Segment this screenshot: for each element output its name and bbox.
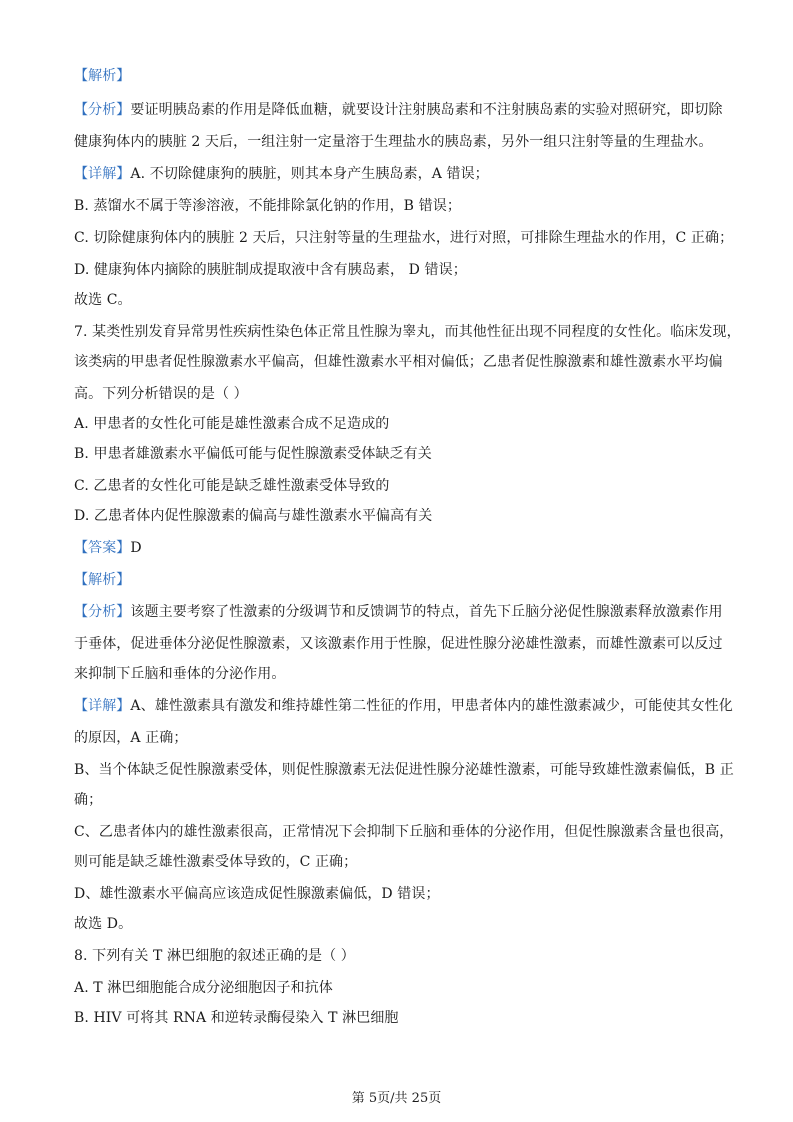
line-text: 健康狗体内的胰脏 2 天后，一组注射一定量溶于生理盐水的胰岛素，另外一组只注射等量的生理盐水。 xyxy=(74,134,713,150)
line-text: D xyxy=(130,540,142,556)
line-text: D. 乙患者体内促性腺激素的偏高与雄性激素水平偏高有关 xyxy=(74,508,433,524)
line-text: B. 蒸馏水不属于等渗溶液，不能排除氯化钠的作用，B 错误； xyxy=(74,198,461,214)
text-line xyxy=(74,228,733,248)
text-line xyxy=(74,914,733,934)
line-text: 则可能是缺乏雄性激素受体导致的，C 正确； xyxy=(74,854,358,870)
text-line xyxy=(74,100,733,120)
section-tag: 【详解】 xyxy=(74,698,131,714)
line-text: 故选 D。 xyxy=(74,916,133,932)
text-line xyxy=(74,66,733,86)
line-text: 7. 某类性别发育异常男性疾病性染色体正常且性腺为睾丸，而其他性征出现不同程度的女性化。临床发现， xyxy=(74,324,741,340)
section-tag: 【分析】 xyxy=(74,102,131,118)
text-line xyxy=(74,444,733,464)
section-tag: 【答案】 xyxy=(74,540,131,556)
line-text: 确； xyxy=(74,792,103,808)
text-line xyxy=(74,696,733,716)
section-tag: 【分析】 xyxy=(74,604,131,620)
line-text: B. 甲患者雄激素水平偏低可能与促性腺激素受体缺乏有关 xyxy=(74,446,432,462)
text-line xyxy=(74,978,733,998)
line-text: 来抑制下丘脑和垂体的分泌作用。 xyxy=(74,666,286,682)
line-text: 高。下列分析错误的是（ ） xyxy=(74,386,248,402)
text-line xyxy=(74,414,733,434)
line-text: A. 甲患者的女性化可能是雄性激素合成不足造成的 xyxy=(74,416,390,432)
line-text: A. 不切除健康狗的胰脏，则其本身产生胰岛素，A 错误； xyxy=(130,166,489,182)
text-line xyxy=(74,790,733,810)
line-text: A、雄性激素具有激发和维持雄性第二性征的作用，甲患者体内的雄性激素减少，可能使其女性化 xyxy=(130,698,733,714)
text-line xyxy=(74,322,741,342)
text-line xyxy=(74,506,733,526)
line-text: 的原因，A 正确； xyxy=(74,730,188,746)
section-tag: 【解析】 xyxy=(74,572,131,588)
text-line xyxy=(74,760,733,780)
text-line xyxy=(74,946,733,966)
text-line xyxy=(74,164,733,184)
text-line xyxy=(74,538,733,558)
text-line xyxy=(74,728,733,748)
text-line xyxy=(74,664,733,684)
text-line xyxy=(74,602,733,622)
line-text: 要证明胰岛素的作用是降低血糖，就要设计注射胰岛素和不注射胰岛素的实验对照研究，即切除 xyxy=(130,102,723,118)
text-line xyxy=(74,196,733,216)
text-line xyxy=(74,476,733,496)
text-line xyxy=(74,884,733,904)
line-text: D、雄性激素水平偏高应该造成促性腺激素偏低，D 错误； xyxy=(74,886,440,902)
text-line xyxy=(74,384,733,404)
text-line xyxy=(74,352,733,372)
text-line xyxy=(74,822,733,842)
text-line xyxy=(74,634,733,654)
text-line xyxy=(74,260,733,280)
line-text: 8. 下列有关 T 淋巴细胞的叙述正确的是（ ） xyxy=(74,948,355,964)
text-line xyxy=(74,1008,733,1028)
line-text: 于垂体，促进垂体分泌促性腺激素，又该激素作用于性腺，促进性腺分泌雄性激素，而雄性激素可以反过 xyxy=(74,636,723,652)
line-text: B、当个体缺乏促性腺激素受体，则促性腺激素无法促进性腺分泌雄性激素，可能导致雄性激素偏低，B 正 xyxy=(74,762,734,778)
section-tag: 【详解】 xyxy=(74,166,131,182)
text-line xyxy=(74,132,733,152)
text-line xyxy=(74,852,733,872)
line-text: C. 乙患者的女性化可能是缺乏雄性激素受体导致的 xyxy=(74,478,390,494)
section-tag: 【解析】 xyxy=(74,68,131,84)
text-line xyxy=(74,290,733,310)
line-text: C、乙患者体内的雄性激素很高，正常情况下会抑制下丘脑和垂体的分泌作用，但促性腺激素含量也很高， xyxy=(74,824,734,840)
line-text: B. HIV 可将其 RNA 和逆转录酶侵染入 T 淋巴细胞 xyxy=(74,1010,399,1026)
line-text: D. 健康狗体内摘除的胰脏制成提取液中含有胰岛素， D 错误； xyxy=(74,262,467,278)
page-footer: 第 5页/共 25页 xyxy=(351,1091,442,1106)
line-text: 故选 C。 xyxy=(74,292,132,308)
line-text: C. 切除健康狗体内的胰脏 2 天后，只注射等量的生理盐水，进行对照，可排除生理盐水的作用，C 正确； xyxy=(74,230,734,246)
line-text: 该题主要考察了性激素的分级调节和反馈调节的特点，首先下丘脑分泌促性腺激素释放激素作用 xyxy=(130,604,723,620)
text-line xyxy=(74,570,733,590)
line-text: A. T 淋巴细胞能合成分泌细胞因子和抗体 xyxy=(74,980,333,996)
line-text: 该类病的甲患者促性腺激素水平偏高，但雄性激素水平相对偏低；乙患者促性腺激素和雄性激素水平均偏 xyxy=(74,354,723,370)
